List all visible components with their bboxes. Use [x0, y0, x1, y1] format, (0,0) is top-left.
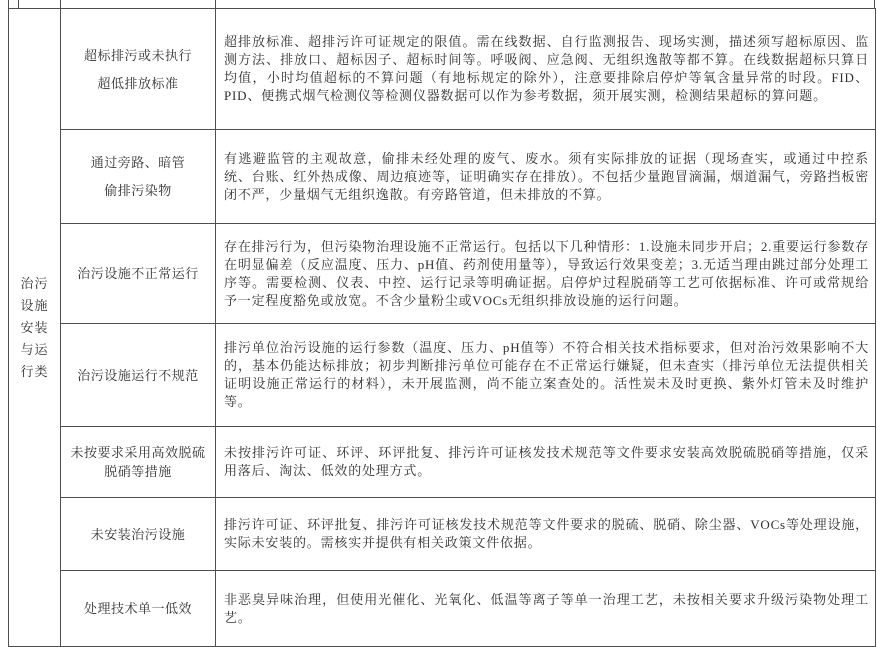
- category-label: 脱硝等措施: [104, 464, 172, 479]
- table-row: [9, 130, 876, 224]
- row-category-cell: [61, 571, 216, 647]
- group-label-line: 行类: [20, 363, 49, 379]
- category-label: 超标排污或未执行: [83, 47, 192, 63]
- category-label: 处理技术单一低效: [83, 601, 192, 616]
- category-label: 治污设施不正常运行: [77, 266, 199, 281]
- row-description-cell: 存在排污行为，但污染物治理设施不正常运行。包括以下几种情形：1.设施未同步开启；2.重要运行参数存在明显偏差（反应温度、压力、pH值、药剂使用量等），导致运行效果变差；3.无适当理由跳过部分处理工序等。需要检测、仪表、中控、运行记录等明确证据。启停炉过程脱硝等工艺可依据标准、许可或常规给予一定程度豁免或放宽。不含少量粉尘或VOCs无组织排放设施的运行问题。: [216, 224, 876, 324]
- row-description-cell: 未按排污许可证、环评、环评批复、排污许可证核发技术规范等文件要求安装高效脱硫脱硝等措施，仅采用落后、淘汰、低效的处理方式。: [216, 427, 876, 498]
- row-description-cell: 有逃避监管的主观故意，偷排未经处理的废气、废水。须有实际排放的证据（现场查实，或通过中控系统、台账、红外热成像、周边痕迹等，证明确实存在排放）。不包括少量跑冒滴漏，烟道漏气，旁路挡板密闭不严，少量烟气无组织逸散。有旁路管道，但未排放的不算。: [216, 130, 876, 224]
- row-category-cell: [61, 224, 216, 324]
- table-row: [9, 498, 876, 571]
- category-label: 超低排放标准: [97, 75, 179, 91]
- row-description-cell: 排污单位治污设施的运行参数（温度、压力、pH值等）不符合相关技术指标要求，但对治污效果影响不大的，基本仍能达标排放；初步判断排污单位可能存在不正常运行嫌疑，但未查实（排污单位无法提供相关证明设施正常运行的材料），未开展监测，尚不能立案查处的。活性炭未及时更换、紫外灯管未及时维护等。: [216, 324, 876, 427]
- row-description-cell: 排污许可证、环评批复、排污许可证核发技术规范等文件要求的脱硫、脱硝、除尘器、VOCs等处理设施，实际未安装的。需核实并提供有相关政策文件依据。: [216, 498, 876, 571]
- table-row: [9, 9, 876, 130]
- table-row: [9, 324, 876, 427]
- row-description-cell: 非恶臭异味治理，但使用光催化、光氧化、低温等离子等单一治理工艺，未按相关要求升级污染物处理工艺。: [216, 571, 876, 647]
- group-label-line: 与运: [20, 341, 49, 357]
- category-group-cell: [9, 9, 61, 647]
- row-description-cell: 超排放标准、超排污许可证规定的限值。需在线数据、自行监测报告、现场实测，描述须写超标原因、监测方法、排放口、超标因子、超标时间等。呼吸阀、应急阀、无组织逸散等都不算。在线数据超标只算日均值，小时均值超标的不算问题（有地标规定的除外），注意要排除启停炉等氧含量异常的时段。FID、PID、便携式烟气检测仪等检测仪器数据可以作为参考数据，须开展实测，检测结果超标的算问题。: [216, 9, 876, 130]
- row-category-cell: [61, 324, 216, 427]
- table-row: [9, 224, 876, 324]
- table-row: [9, 427, 876, 498]
- row-category-cell: [61, 427, 216, 498]
- category-label: 未安装治污设施: [90, 526, 186, 542]
- category-label: 治污设施运行不规范: [77, 367, 199, 383]
- group-label-line: 设施: [20, 297, 49, 313]
- table-row: [9, 571, 876, 647]
- category-label: 未按要求采用高效脱硫: [70, 445, 206, 460]
- category-label: 通过旁路、暗管: [90, 155, 186, 170]
- group-label-line: 治污: [20, 275, 49, 291]
- category-label: 偷排污染物: [104, 183, 172, 198]
- row-category-cell: [61, 130, 216, 224]
- row-category-cell: [61, 498, 216, 571]
- row-category-cell: [61, 9, 216, 130]
- group-label-line: 安装: [20, 319, 49, 335]
- violation-category-table: [8, 8, 876, 647]
